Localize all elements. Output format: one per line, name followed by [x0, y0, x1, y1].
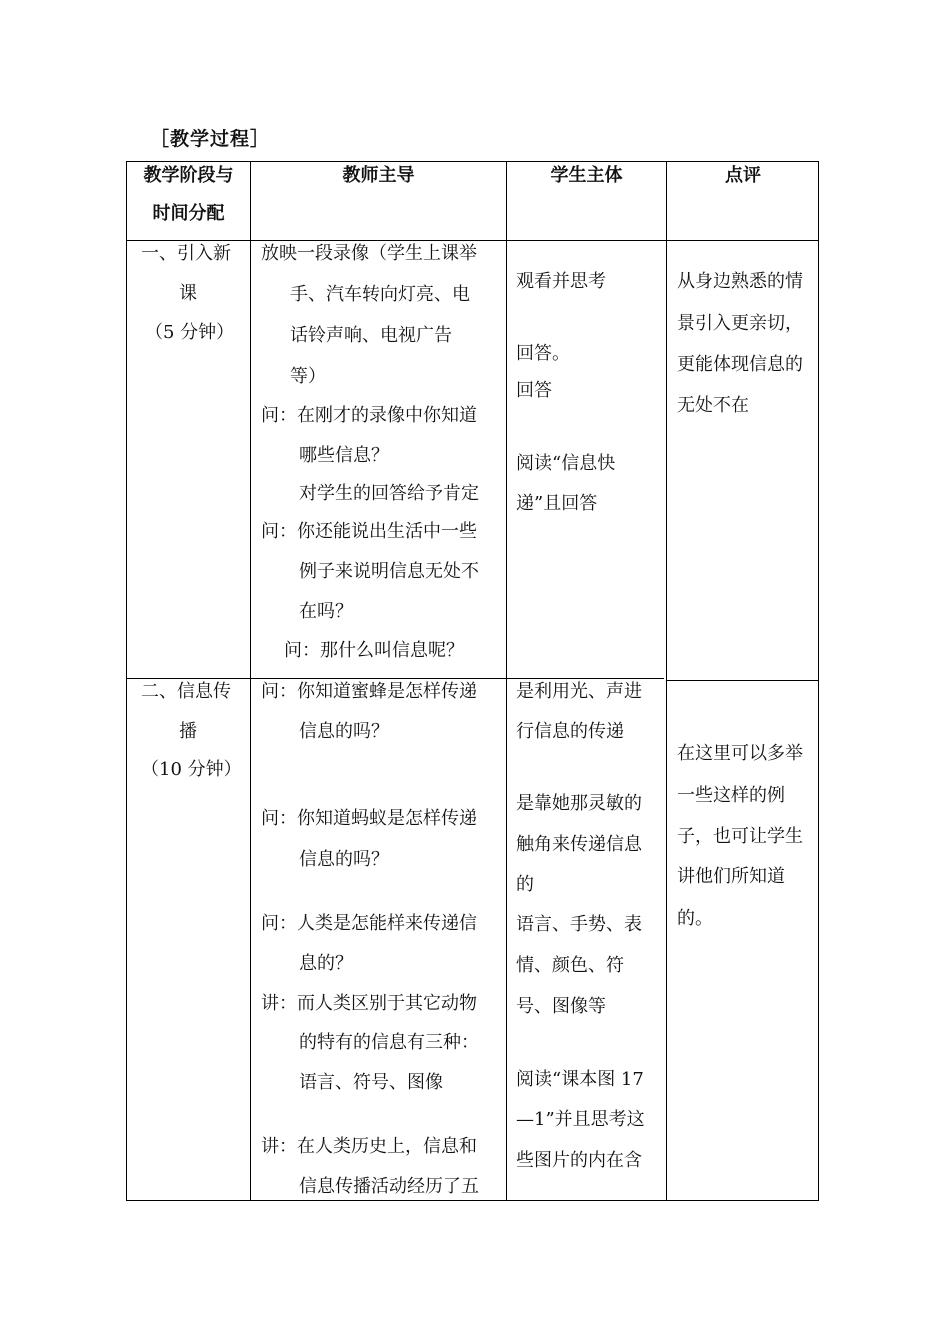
column-divider: [250, 162, 251, 1200]
row-divider: [666, 680, 818, 681]
teacher-text: 的特有的信息有三种：: [299, 1032, 479, 1053]
student-text: 的: [516, 874, 534, 895]
stage-duration: （10 分钟）: [141, 759, 242, 780]
teacher-question: 问：那什么叫信息呢？: [284, 640, 464, 661]
student-text: 语言、手势、表: [516, 914, 642, 935]
stage-text: 播: [179, 721, 197, 742]
column-divider: [506, 162, 507, 1200]
comment-text: 无处不在: [677, 395, 749, 416]
student-text: —1”并且思考这: [516, 1109, 645, 1130]
stage-text: 二、信息传: [141, 681, 231, 702]
student-text: 递”且回答: [516, 493, 598, 514]
header-teacher: 教师主导: [342, 165, 415, 186]
teacher-text: 信息的吗？: [299, 849, 389, 870]
stage-duration: （5 分钟）: [145, 322, 235, 343]
teacher-text: 信息的吗？: [299, 721, 389, 742]
teacher-text: 放映一段录像（学生上课举: [261, 243, 477, 264]
section-heading: ［教学过程］: [150, 128, 271, 150]
student-text: 阅读“信息快: [516, 453, 616, 474]
teacher-text: 哪些信息？: [299, 445, 389, 466]
teacher-text: 息的？: [299, 953, 353, 974]
header-student: 学生主体: [550, 165, 623, 186]
teacher-text: 语言、符号、图像: [299, 1072, 443, 1093]
teacher-text: 例子来说明信息无处不: [299, 561, 479, 582]
header-stage-line2: 时间分配: [152, 203, 225, 224]
teacher-text: 对学生的回答给予肯定: [299, 483, 479, 504]
comment-text: 更能体现信息的: [677, 354, 803, 375]
student-text: 些图片的内在含: [516, 1150, 642, 1171]
comment-text: 一些这样的例: [677, 785, 785, 806]
student-text: 阅读“课本图 17: [516, 1069, 644, 1090]
comment-text: 景引入更亲切，: [677, 313, 803, 334]
header-stage-line1: 教学阶段与: [143, 165, 234, 186]
student-text: 行信息的传递: [516, 721, 624, 742]
teacher-text: 手、汽车转向灯亮、电: [290, 284, 470, 305]
student-text: 回答: [516, 380, 552, 401]
column-divider: [666, 162, 667, 1200]
teacher-lecture: 讲：在人类历史上，信息和: [261, 1136, 477, 1157]
comment-text: 的。: [677, 908, 713, 929]
comment-text: 讲他们所知道: [677, 866, 785, 887]
student-text: 是利用光、声进: [516, 681, 642, 702]
student-text: 是靠她那灵敏的: [516, 793, 642, 814]
lesson-table: [126, 161, 819, 1201]
header-comment: 点评: [725, 165, 761, 186]
comment-text: 在这里可以多举: [677, 743, 803, 764]
student-text: 触角来传递信息: [516, 834, 642, 855]
comment-text: 从身边熟悉的情: [677, 271, 803, 292]
teacher-question: 问：人类是怎能样来传递信: [261, 913, 477, 934]
teacher-text: 在吗？: [299, 601, 353, 622]
teacher-question: 问：在刚才的录像中你知道: [261, 405, 477, 426]
teacher-lecture: 讲：而人类区别于其它动物: [261, 993, 477, 1014]
student-text: 回答。: [516, 343, 570, 364]
stage-text: 课: [179, 283, 197, 304]
comment-text: 子，也可让学生: [677, 826, 803, 847]
teacher-question: 问：你还能说出生活中一些: [261, 521, 477, 542]
stage-text: 一、引入新: [141, 243, 231, 264]
teacher-text: 等）: [290, 366, 326, 387]
teacher-question: 问：你知道蚂蚁是怎样传递: [261, 808, 477, 829]
student-text: 号、图像等: [516, 996, 606, 1017]
row-divider: [127, 678, 664, 679]
teacher-text: 信息传播活动经历了五: [299, 1176, 479, 1197]
teacher-text: 话铃声响、电视广告: [290, 325, 452, 346]
student-text: 观看并思考: [516, 271, 606, 292]
teacher-question: 问：你知道蜜蜂是怎样传递: [261, 681, 477, 702]
row-divider: [127, 240, 818, 241]
student-text: 情、颜色、符: [516, 955, 624, 976]
